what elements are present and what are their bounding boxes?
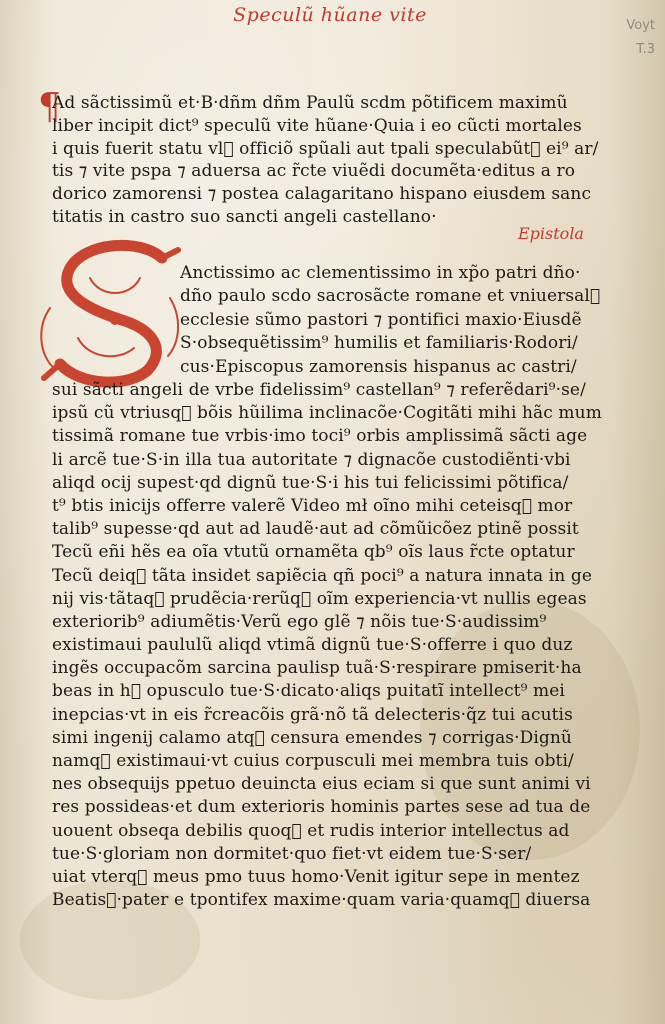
text-line: exteriorib⁹ adiumẽtis·Verũ ego glẽ ⁊ nõis tue·S·audissim⁹ (52, 611, 547, 632)
text-line: uiat vterq᷑ meus pmo tuus homo·Venit igitur sepe in mentez (52, 866, 580, 887)
text-line: aliqd ocij supest·qd dignũ tue·S·i his tui felicissimi põtifica/ (52, 472, 569, 493)
text-line: titatis in castro suo sancti angeli castellano· (52, 206, 437, 227)
epistola-opening-block (180, 262, 630, 379)
text-line: ipsũ cũ vtriusq᷑ bõis hũilima inclinacõe·Cogitãti mihi hãc mum (52, 403, 602, 424)
text-line: liber incipit dict⁹ speculũ vite hũane·Quia i eo cũcti mortales (52, 115, 582, 136)
text-line: beas in h᷑ opusculo tue·S·dicato·aliqs puitatĩ intellect⁹ mei (52, 681, 565, 702)
text-line: tissimã romane tue vrbis·imo toci⁹ orbis amplissimã sãcti age (52, 426, 588, 447)
decorated-initial (30, 238, 190, 390)
pencil-note: Voyt (626, 18, 655, 33)
text-line: simi ingenij calamo atq᷑ censura emendes ⁊ corrigas·Dignũ (52, 727, 572, 748)
paragraph-mark: ¶ (38, 87, 61, 128)
text-line: tue·S·gloriam non dormitet·quo fiet·vt eidem tue·S·ser/ (52, 843, 532, 864)
text-line: Tecũ deiq᷑ tãta insidet sapiẽcia qñ poci⁹ a natura innata in ge (52, 565, 592, 586)
text-line: tis ⁊ vite pspa ⁊ aduersa ac r̃cte viuẽdi documẽta·editus a ro (52, 161, 576, 182)
text-line: sui sãcti angeli de vrbe fidelissim⁹ castellan⁹ ⁊ referẽdari⁹·se/ (52, 380, 586, 400)
text-line: t⁹ btis inicijs offerre valerẽ Video mł oĩno mihi ceteisq᷑ mor (52, 495, 573, 516)
text-line: namq᷑ existimaui·vt cuius corpusculi mei membra tuis obti/ (52, 751, 574, 771)
margin-pencil-notes (617, 14, 655, 62)
text-line: existimaui paululũ aliqd vtimã dignũ tue·S·offerre i quo duz (52, 635, 573, 656)
text-line: Anctissimo ac clementissimo in xp̃o patri dño· (180, 263, 581, 283)
text-line: S·obsequẽtissim⁹ humilis et familiaris·Rodori/ (180, 333, 578, 354)
text-line: inepcias·vt in eis r̃creacõis grã·nõ tã delecteris·q̃z tui acutis (52, 704, 573, 725)
text-line: talib⁹ supesse·qd aut ad laudẽ·aut ad cõmũicõez ptinẽ possit (52, 519, 579, 540)
text-line: Beatis᷑·pater e tpontifex maxime·quam varia·quamq᷑ diuersa (52, 890, 591, 911)
text-line: nij vis·tãtaq᷑ prudẽcia·rerũq᷑ oĩm experiencia·vt nullis egeas (52, 588, 587, 609)
text-line: i quis fuerit statu vl᷑ officiõ spũali aut tpali speculabũt᷑ ei⁹ ar/ (52, 138, 599, 159)
text-line: uouent obseqa debilis quoq᷑ et rudis interior intellectus ad (52, 820, 570, 841)
text-line: cus·Episcopus zamorensis hispanus ac castri/ (180, 356, 577, 377)
page-header-rubric: Speculũ hũane vite (233, 4, 427, 26)
epistola-body-block (52, 379, 630, 912)
text-line: dorico zamorensi ⁊ postea calagaritano hispano eiusdem sanc (52, 184, 592, 205)
text-line: li arcẽ tue·S·in illa tua autoritate ⁊ dignacõe custodiẽnti·vbi (52, 449, 571, 470)
text-line: Ad sãctissimũ et·B·dñm dñm Paulũ scdm põtificem maximũ (52, 93, 568, 113)
pencil-note: T.3 (636, 42, 655, 57)
intro-text-block (52, 92, 627, 229)
text-line: res possideas·et dum exterioris hominis partes sese ad tua de (52, 797, 591, 818)
text-line: dño paulo scdo sacrosãcte romane et vniuersal᷑ (180, 286, 601, 307)
text-line: Tecũ eñi hẽs ea oĩa vtutũ ornamẽta qb⁹ oĩs laus r̃cte optatur (52, 542, 575, 563)
text-line: nes obsequijs ppetuo deuincta eius eciam si que sunt animi vi (52, 774, 591, 795)
text-line: ingẽs occupacõm sarcina paulisp tuã·S·respirare pmiserit·ha (52, 658, 582, 679)
epistola-rubric: Epistola (518, 224, 584, 243)
text-line: ecclesie sũmo pastori ⁊ pontifici maxio·Eiusdẽ (180, 309, 582, 330)
